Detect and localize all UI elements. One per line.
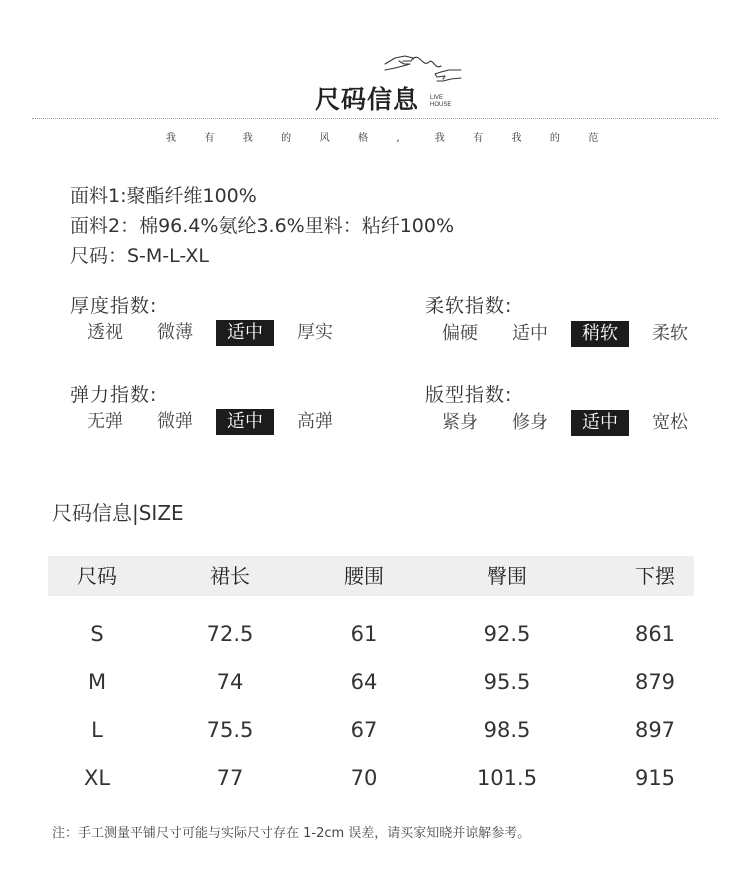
page-title: 尺码信息	[315, 85, 420, 114]
tagline-char: 的	[281, 133, 292, 144]
tagline-char: 格	[357, 133, 368, 144]
thickness-option: 透视	[87, 322, 123, 343]
thickness-option-selected: 适中	[216, 320, 274, 346]
tagline-char: ,	[396, 133, 400, 144]
fit-option: 修身	[512, 412, 548, 433]
elasticity-option: 无弹	[87, 411, 123, 432]
table-row-cell: 915	[634, 766, 676, 790]
thickness-index-title: 厚度指数:	[70, 295, 158, 317]
table-row-cell: 72.5	[206, 622, 254, 646]
logo-text-line2: HOUSE	[430, 102, 452, 108]
table-header-cell: 臀围	[487, 564, 527, 588]
table-row-cell: 67	[350, 718, 378, 742]
fabric-line-1: 面料1:聚酯纤维100%	[70, 185, 257, 207]
tagline-char: 范	[588, 133, 599, 144]
table-row-cell: 95.5	[483, 670, 531, 694]
elasticity-option: 高弹	[297, 411, 333, 432]
elasticity-option: 微弹	[157, 411, 193, 432]
table-row-cell: 75.5	[206, 718, 254, 742]
table-row-cell: 70	[350, 766, 378, 790]
size-range-line: 尺码：S-M-L-XL	[70, 245, 209, 267]
table-row-cell: 897	[634, 718, 676, 742]
fit-index-title: 版型指数:	[425, 384, 513, 406]
elasticity-index-title: 弹力指数:	[70, 384, 158, 406]
fit-option: 宽松	[652, 412, 688, 433]
table-row-size-cell: S	[90, 622, 104, 646]
table-row-size-cell: M	[87, 670, 107, 694]
table-row-cell: 98.5	[483, 718, 531, 742]
table-header-cell: 尺码	[77, 564, 117, 588]
table-row-cell: 64	[350, 670, 378, 694]
table-header-cell: 腰围	[344, 564, 384, 588]
table-row-cell: 101.5	[476, 766, 538, 790]
softness-option: 适中	[512, 323, 548, 344]
fit-option-selected: 适中	[571, 410, 629, 436]
table-header-cell: 裙长	[210, 564, 250, 588]
table-row-cell: 879	[634, 670, 676, 694]
table-row-cell: 77	[216, 766, 244, 790]
tagline-char: 有	[473, 133, 484, 144]
tagline-char: 有	[204, 133, 215, 144]
table-header-cell: 下摆	[635, 564, 675, 588]
table-row-size-cell: L	[91, 718, 103, 742]
tagline-char: 我	[511, 133, 522, 144]
fit-option: 紧身	[442, 412, 478, 433]
table-row-cell: 861	[634, 622, 676, 646]
fabric-line-2: 面料2：棉96.4%氨纶3.6%里料：粘纤100%	[70, 215, 455, 237]
table-row-cell: 61	[350, 622, 378, 646]
size-section-title: 尺码信息|SIZE	[52, 501, 184, 525]
tagline-char: 的	[549, 133, 560, 144]
softness-option: 柔软	[652, 323, 688, 344]
size-table-body	[48, 0, 694, 881]
tagline-char: 我	[242, 133, 253, 144]
table-row-cell: 74	[216, 670, 244, 694]
elasticity-option-selected: 适中	[216, 409, 274, 435]
table-row-size-cell: XL	[83, 766, 111, 790]
table-row-cell: 92.5	[483, 622, 531, 646]
softness-option: 偏硬	[442, 323, 478, 344]
tagline-char: 风	[319, 133, 330, 144]
softness-index-title: 柔软指数:	[425, 295, 513, 317]
thickness-option: 微薄	[157, 322, 193, 343]
tagline-char: 我	[434, 133, 445, 144]
measurement-note: 注：手工测量平铺尺寸可能与实际尺寸存在 1-2cm 误差，请买家知晓并谅解参考。	[52, 826, 531, 841]
logo-text-line1: LIVE	[430, 95, 444, 101]
tagline-char: 我	[166, 133, 176, 144]
thickness-option: 厚实	[297, 322, 333, 343]
softness-option-selected: 稍软	[571, 321, 629, 347]
